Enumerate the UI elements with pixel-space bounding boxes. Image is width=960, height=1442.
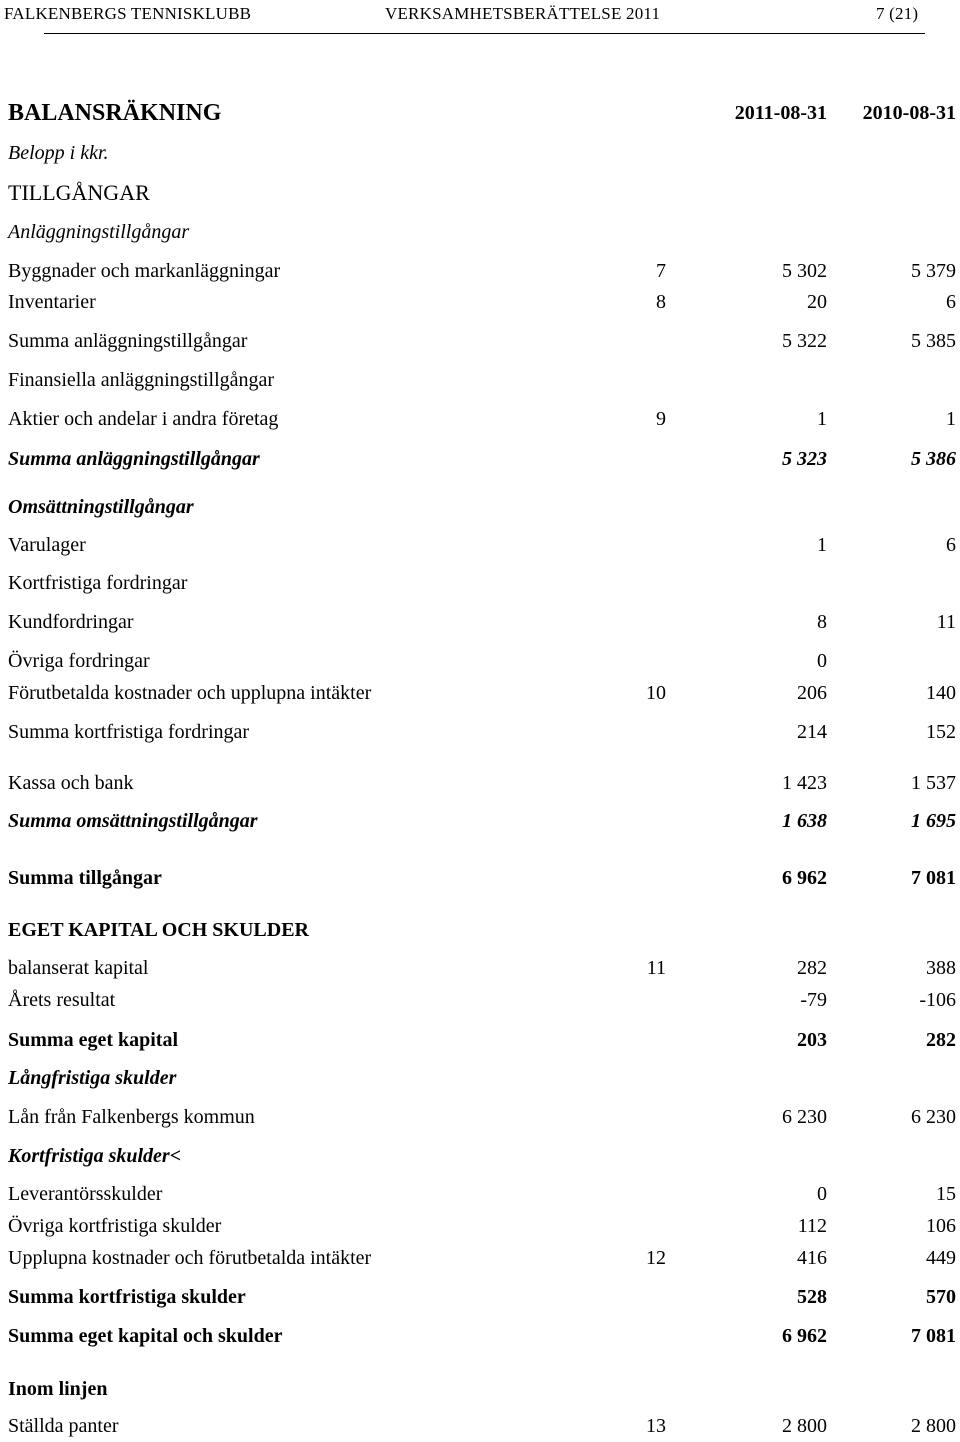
table-row — [8, 646, 956, 676]
table-row — [8, 178, 956, 208]
row-label: Leverantörsskulder — [8, 1183, 163, 1205]
table-row — [8, 404, 956, 434]
row-label: Summa kortfristiga fordringar — [8, 721, 250, 743]
row-label: Lån från Falkenbergs kommun — [8, 1106, 255, 1128]
value-2011: 0 — [817, 1183, 827, 1205]
table-row — [8, 1063, 956, 1093]
table-row — [8, 768, 956, 798]
value-2010: 6 — [946, 534, 956, 556]
value-2011: 0 — [817, 650, 827, 672]
row-label: Kortfristiga fordringar — [8, 572, 188, 594]
table-row — [8, 365, 956, 395]
amount-unit-note: Belopp i kkr. — [8, 142, 109, 164]
row-label: Summa eget kapital — [8, 1029, 178, 1051]
value-2011: 112 — [797, 1215, 827, 1237]
row-label: Summa eget kapital och skulder — [8, 1325, 283, 1347]
value-2010: 106 — [926, 1215, 956, 1237]
row-label: Aktier och andelar i andra företag — [8, 408, 279, 430]
table-row — [8, 806, 956, 836]
note-number: 9 — [656, 408, 666, 430]
value-2011: 282 — [797, 957, 827, 979]
row-label: EGET KAPITAL OCH SKULDER — [8, 919, 309, 941]
column-header-2010: 2010-08-31 — [862, 102, 956, 124]
table-row — [8, 1321, 956, 1351]
row-label: Övriga kortfristiga skulder — [8, 1215, 222, 1237]
row-label: Summa kortfristiga skulder — [8, 1286, 246, 1308]
table-row — [8, 1411, 956, 1441]
value-2011: 528 — [797, 1286, 827, 1308]
page-title: BALANSRÄKNING — [8, 100, 222, 126]
table-row — [8, 985, 956, 1015]
value-2010: 5 379 — [911, 260, 956, 282]
row-label: Övriga fordringar — [8, 650, 150, 672]
value-2011: 20 — [807, 291, 827, 313]
value-2010: 7 081 — [911, 867, 956, 889]
balance-sheet-title-row — [8, 98, 956, 128]
value-2010: 2 800 — [911, 1415, 956, 1437]
value-2010: 449 — [926, 1247, 956, 1269]
value-2010: 1 695 — [911, 810, 956, 832]
value-2010: 7 081 — [911, 1325, 956, 1347]
table-row — [8, 217, 956, 247]
amount-unit-row — [8, 138, 956, 168]
row-label: Ställda panter — [8, 1415, 119, 1437]
value-2011: 6 962 — [782, 867, 827, 889]
table-row — [8, 256, 956, 286]
value-2010: 1 537 — [911, 772, 956, 794]
value-2011: 206 — [797, 682, 827, 704]
row-label: balanserat kapital — [8, 957, 149, 979]
row-label: Summa tillgångar — [8, 867, 162, 889]
row-label: Summa anläggningstillgångar — [8, 330, 248, 352]
value-2011: 2 800 — [782, 1415, 827, 1437]
value-2010: 5 385 — [911, 330, 956, 352]
note-number: 7 — [656, 260, 666, 282]
row-label: Omsättningstillgångar — [8, 496, 194, 518]
row-label: Långfristiga skulder — [8, 1067, 177, 1089]
row-label: Årets resultat — [8, 989, 116, 1011]
value-2011: 6 962 — [782, 1325, 827, 1347]
note-number: 12 — [646, 1247, 666, 1269]
table-row — [8, 915, 956, 945]
table-row — [8, 326, 956, 356]
note-number: 11 — [646, 957, 666, 979]
value-2010: 11 — [936, 611, 956, 633]
row-label: Inom linjen — [8, 1378, 108, 1400]
value-2011: 1 638 — [782, 810, 827, 832]
value-2011: 203 — [797, 1029, 827, 1051]
table-row — [8, 717, 956, 747]
value-2010: 570 — [926, 1286, 956, 1308]
table-row — [8, 1374, 956, 1404]
value-2011: 8 — [817, 611, 827, 633]
table-row — [8, 1025, 956, 1055]
table-row — [8, 607, 956, 637]
table-row — [8, 678, 956, 708]
header-report-title: VERKSAMHETSBERÄTTELSE 2011 — [385, 4, 661, 23]
value-2011: 6 230 — [782, 1106, 827, 1128]
table-row — [8, 492, 956, 522]
value-2010: 388 — [926, 957, 956, 979]
header-club-name: FALKENBERGS TENNISKLUBB — [4, 4, 252, 23]
value-2010: 1 — [946, 408, 956, 430]
table-row — [8, 287, 956, 317]
table-row — [8, 1102, 956, 1132]
table-row — [8, 530, 956, 560]
note-number: 13 — [646, 1415, 666, 1437]
row-label: Upplupna kostnader och förutbetalda intäkter — [8, 1247, 372, 1269]
row-label: Inventarier — [8, 291, 96, 313]
table-row — [8, 1141, 956, 1171]
value-2011: 1 423 — [782, 772, 827, 794]
row-label: Finansiella anläggningstillgångar — [8, 369, 275, 391]
table-row — [8, 1179, 956, 1209]
value-2011: 1 — [817, 408, 827, 430]
row-label: Byggnader och markanläggningar — [8, 260, 281, 282]
row-label: Summa anläggningstillgångar — [8, 448, 260, 470]
table-row — [8, 444, 956, 474]
value-2010: 15 — [936, 1183, 956, 1205]
value-2011: 1 — [817, 534, 827, 556]
note-number: 10 — [646, 682, 666, 704]
row-label: Kassa och bank — [8, 772, 134, 794]
column-header-2011: 2011-08-31 — [734, 102, 827, 124]
row-label: Summa omsättningstillgångar — [8, 810, 258, 832]
row-label: TILLGÅNGAR — [8, 180, 150, 205]
value-2010: 6 — [946, 291, 956, 313]
table-row — [8, 863, 956, 893]
row-label: Förutbetalda kostnader och upplupna intäkter — [8, 682, 372, 704]
value-2011: 5 302 — [782, 260, 827, 282]
row-label: Kortfristiga skulder< — [8, 1145, 182, 1167]
header-page-number: 7 (21) — [876, 4, 919, 23]
row-label: Anläggningstillgångar — [8, 221, 190, 243]
table-row — [8, 568, 956, 598]
value-2011: 416 — [797, 1247, 827, 1269]
value-2011: 5 323 — [782, 448, 827, 470]
value-2010: 6 230 — [911, 1106, 956, 1128]
table-row — [8, 1243, 956, 1273]
row-label: Varulager — [8, 534, 86, 556]
value-2011: 5 322 — [782, 330, 827, 352]
table-row — [8, 953, 956, 983]
value-2011: 214 — [797, 721, 827, 743]
value-2011: -79 — [800, 989, 827, 1011]
table-row — [8, 1282, 956, 1312]
value-2010: 140 — [926, 682, 956, 704]
value-2010: 152 — [926, 721, 956, 743]
table-row — [8, 1211, 956, 1241]
row-label: Kundfordringar — [8, 611, 134, 633]
value-2010: -106 — [919, 989, 956, 1011]
note-number: 8 — [656, 291, 666, 313]
value-2010: 282 — [926, 1029, 956, 1051]
header-rule — [44, 33, 925, 34]
value-2010: 5 386 — [911, 448, 956, 470]
